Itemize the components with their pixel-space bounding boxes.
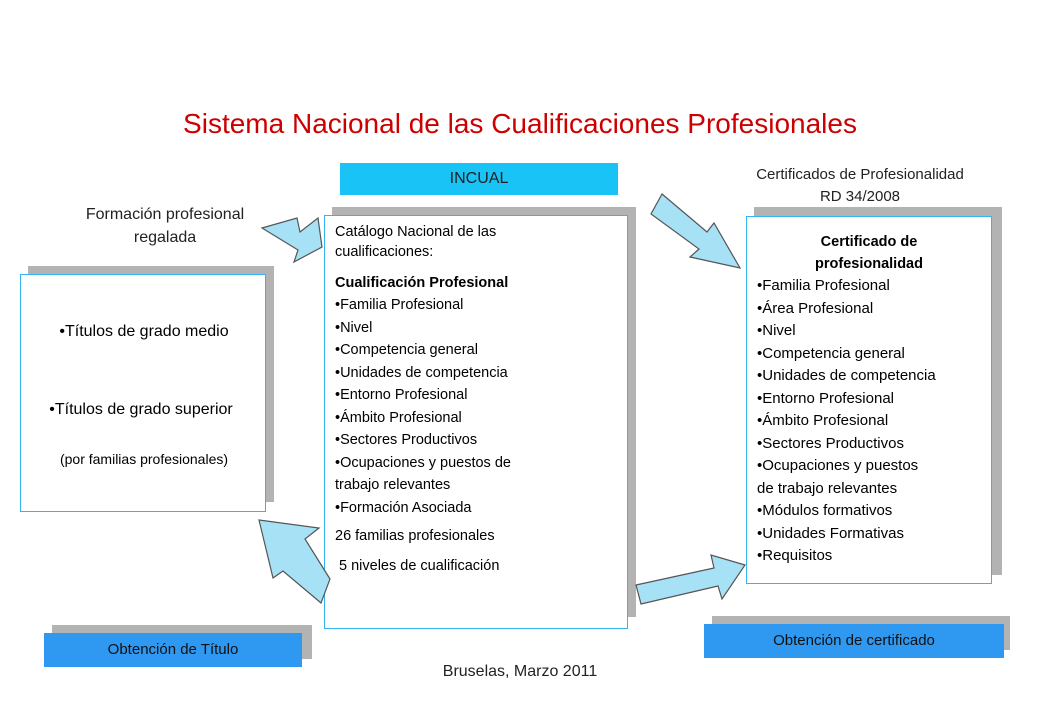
catalog-families: 26 familias profesionales — [335, 528, 495, 544]
arrow-to-obtencion-certificado-icon — [636, 555, 745, 604]
formacion-header-line1: Formación profesional — [85, 206, 245, 223]
catalog-item: •Familia Profesional — [335, 297, 464, 313]
formacion-header-line2: regalada — [133, 229, 197, 246]
titulo-grado-superior: •Títulos de grado superior — [49, 401, 233, 418]
certificados-header-line2: RD 34/2008 — [819, 188, 901, 205]
certificados-header-line1: Certificados de Profesionalidad — [756, 166, 964, 183]
catalog-box — [324, 215, 628, 629]
formacion-header — [40, 203, 290, 249]
catalog-item: •Entorno Profesional — [335, 387, 468, 403]
cert-item: •Ocupaciones y puestos — [757, 457, 919, 474]
cert-item: •Ámbito Profesional — [757, 412, 889, 429]
catalog-item-list — [335, 294, 627, 519]
obtencion-titulo-bar — [44, 633, 302, 667]
catalog-intro — [335, 222, 627, 262]
cert-item: •Área Profesional — [757, 299, 874, 317]
titulo-grado-medio: •Títulos de grado medio — [59, 323, 229, 340]
obtencion-certificado-text: Obtención de certificado — [773, 632, 935, 649]
incual-label — [340, 163, 618, 195]
cert-item: •Nivel — [757, 322, 796, 339]
cert-heading-line1: Certificado de — [820, 234, 918, 250]
cert-item: •Módulos formativos — [757, 502, 893, 519]
arrow-to-titulos-icon — [259, 520, 330, 603]
cert-item-list — [757, 275, 991, 568]
catalog-item: •Nivel — [335, 319, 373, 336]
cert-item: •Requisitos — [757, 547, 833, 564]
catalog-item: •Ocupaciones y puestos de — [335, 454, 511, 471]
catalog-levels: 5 niveles de cualificación — [339, 558, 500, 574]
catalog-item: •Unidades de competencia — [335, 364, 508, 381]
catalog-intro-line1: Catálogo Nacional de las — [335, 224, 497, 240]
catalog-item: trabajo relevantes — [335, 477, 451, 493]
slide-title: Sistema Nacional de las Cualificaciones Profesionales — [183, 108, 857, 139]
catalog-intro-line2: cualificaciones: — [335, 244, 434, 260]
certificados-header — [720, 164, 1000, 208]
catalog-item: •Ámbito Profesional — [335, 409, 462, 426]
catalog-item: •Sectores Productivos — [335, 432, 478, 448]
titulos-box — [20, 274, 266, 512]
catalog-item: •Formación Asociada — [335, 499, 472, 516]
cert-item: •Sectores Productivos — [757, 434, 904, 452]
cert-item: •Unidades de competencia — [757, 367, 936, 384]
catalog-heading: Cualificación Profesional — [335, 275, 509, 291]
cert-item: •Familia Profesional — [757, 277, 890, 294]
obtencion-titulo-text: Obtención de Título — [107, 641, 239, 658]
cert-item: •Competencia general — [757, 344, 905, 362]
incual-text: INCUAL — [449, 170, 509, 187]
obtencion-certificado-bar — [704, 624, 1004, 658]
cert-heading — [747, 231, 991, 275]
certificado-box — [746, 216, 992, 584]
catalog-item: •Competencia general — [335, 342, 478, 358]
footer-text: Bruselas, Marzo 2011 — [442, 663, 598, 680]
titulos-note: (por familias profesionales) — [59, 451, 229, 467]
cert-item: •Entorno Profesional — [757, 389, 894, 407]
cert-heading-line2: profesionalidad — [815, 256, 923, 272]
cert-item: •Unidades Formativas — [757, 524, 904, 542]
cert-item: de trabajo relevantes — [757, 479, 898, 497]
